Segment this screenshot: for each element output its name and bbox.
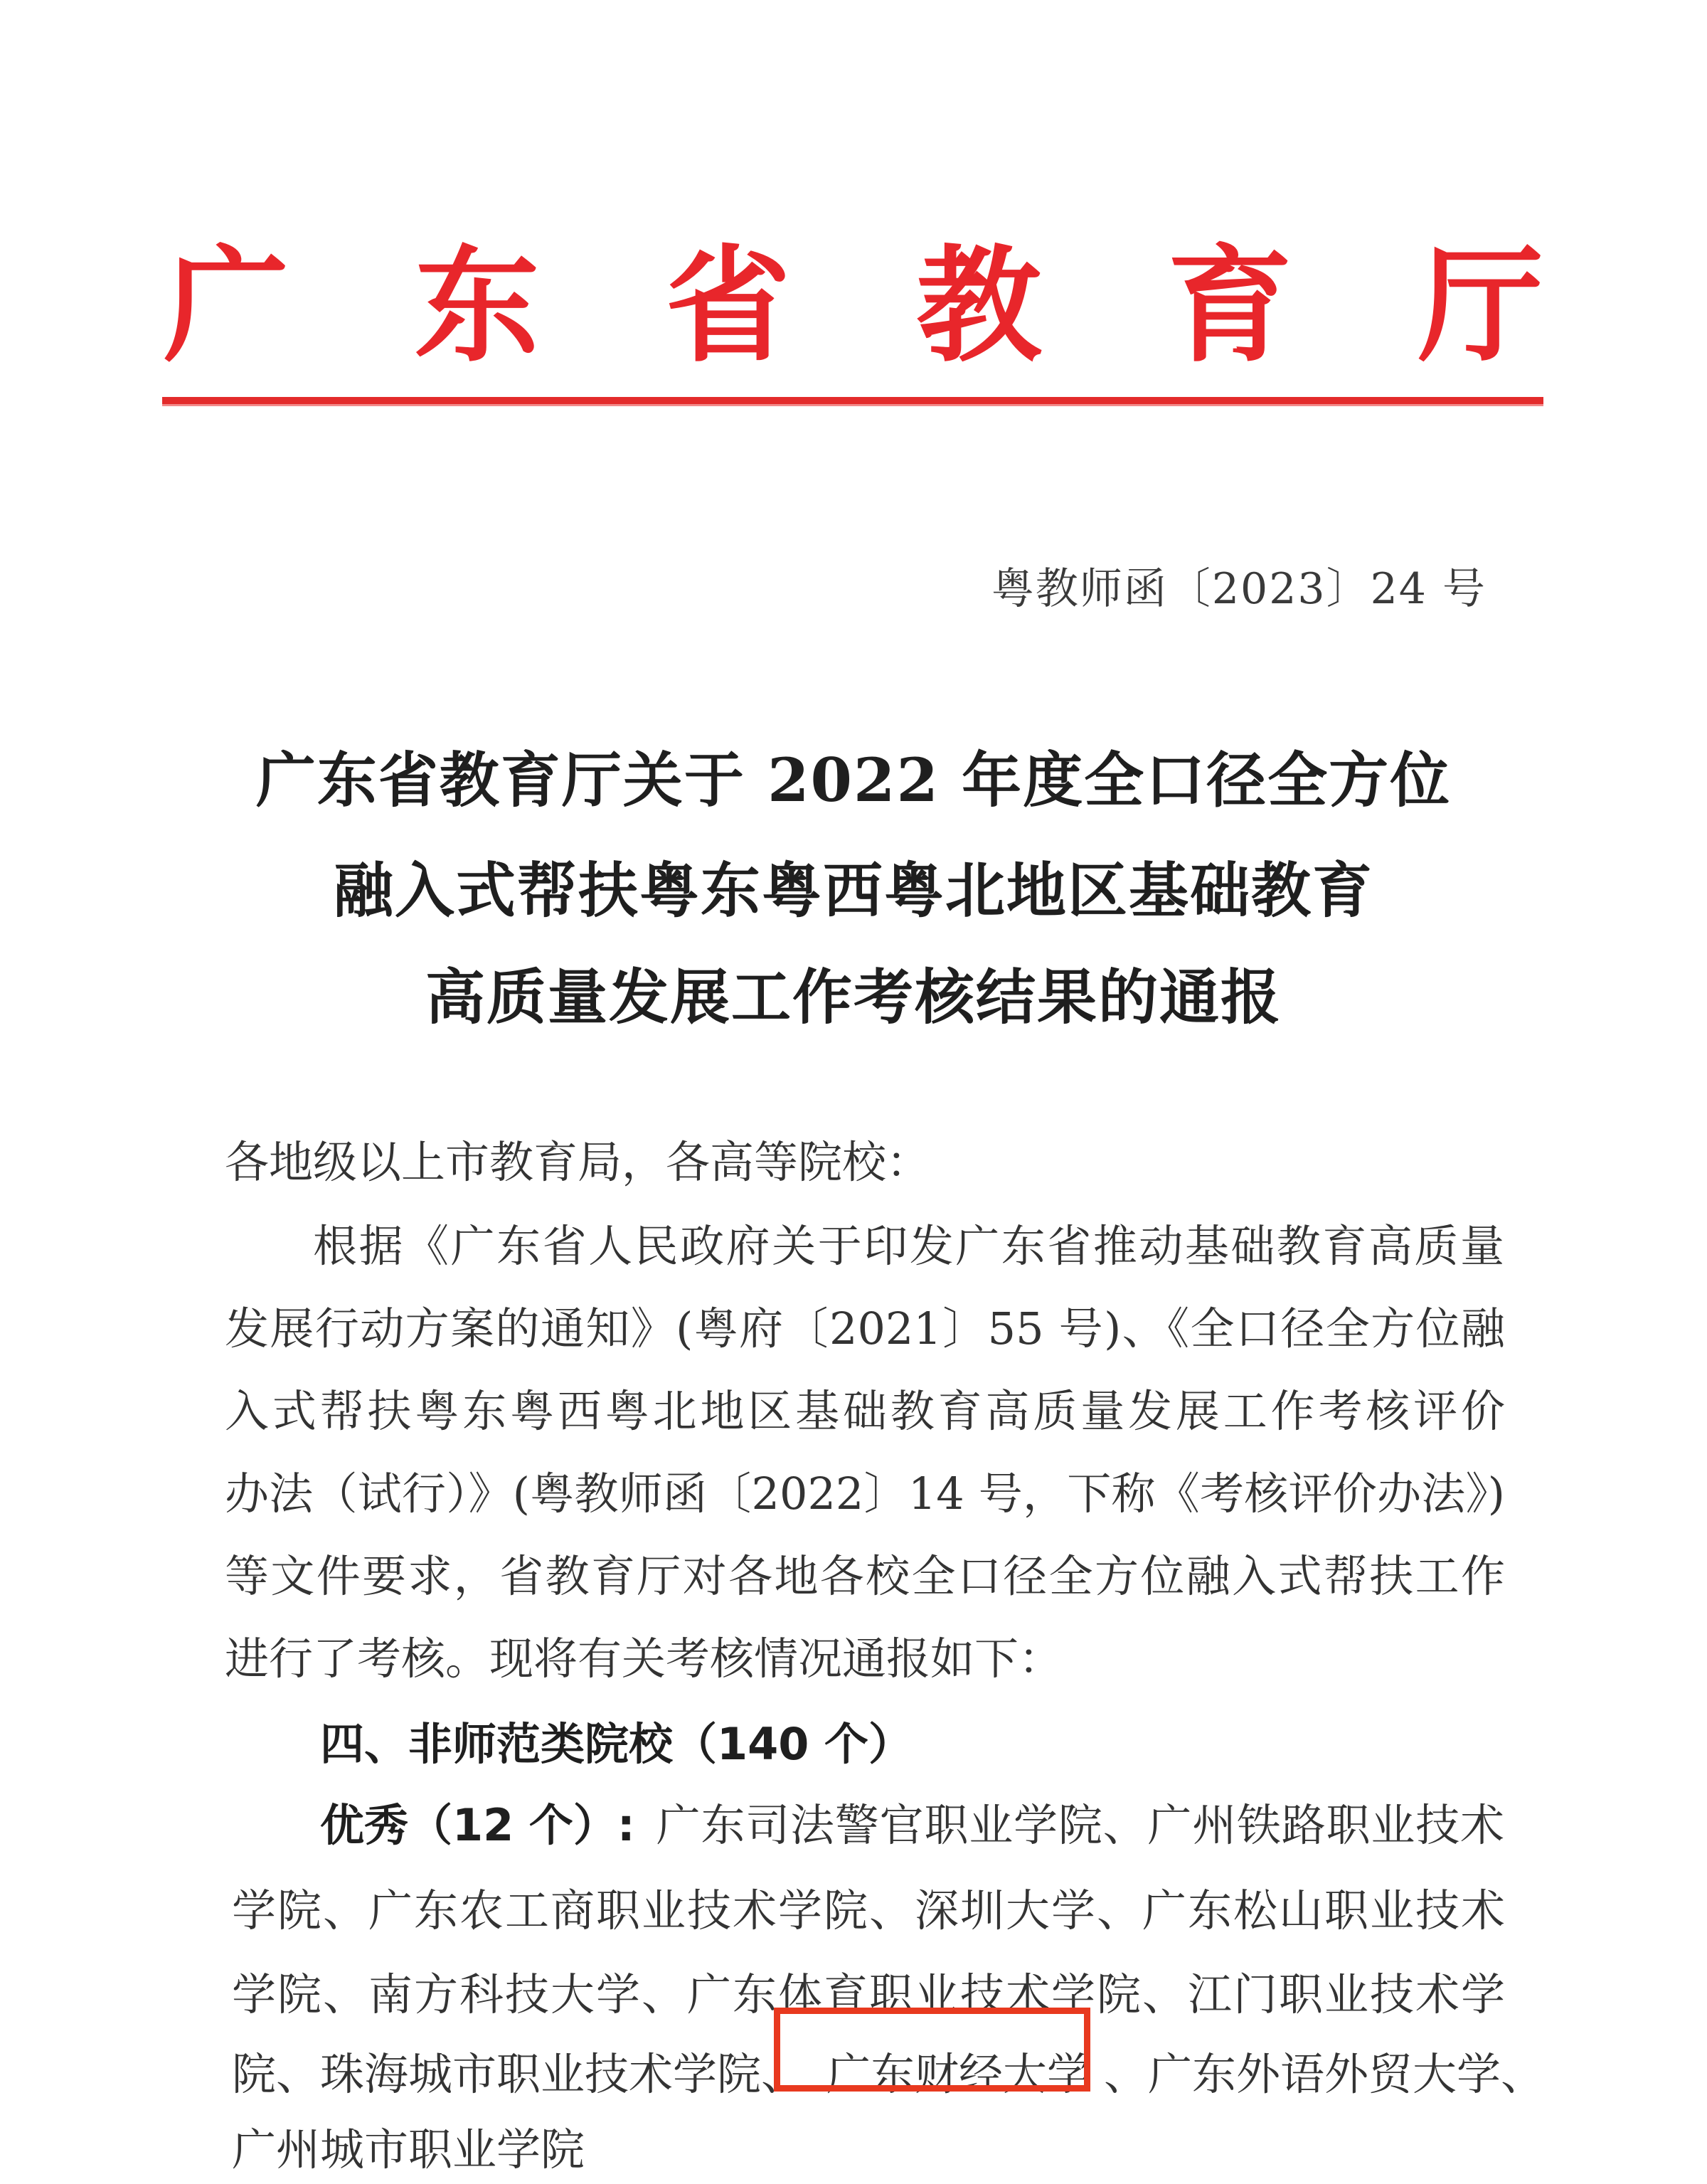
- title-line-3: 高质量发展工作考核结果的通报: [425, 962, 1282, 1032]
- body-line: 等文件要求，省教育厅对各地各校全口径全方位融入式帮扶工作: [225, 1550, 1505, 1602]
- body-line: 入式帮扶粤东粤西粤北地区基础教育高质量发展工作考核评价: [225, 1385, 1505, 1437]
- salutation: 各地级以上市教育局，各高等院校：: [225, 1136, 931, 1188]
- excellent-line: [320, 1801, 1504, 1850]
- highlighted-school: 广东财经大学: [826, 2048, 1092, 2100]
- letterhead-char: 厅: [1418, 232, 1543, 379]
- body-line: 进行了考核。现将有关考核情况通报如下：: [225, 1633, 1063, 1685]
- school-list-line: 广州城市职业学院: [232, 2124, 585, 2175]
- school-list-line: 广东司法警官职业学院、广州铁路职业技术: [656, 1799, 1504, 1851]
- excellent-label: 优秀（12 个）:: [320, 1799, 635, 1851]
- title-line-2: 融入式帮扶粤东粤西粤北地区基础教育: [333, 855, 1373, 926]
- letterhead-char: 东: [414, 232, 540, 379]
- letterhead: [164, 232, 1543, 379]
- red-divider: [162, 397, 1543, 406]
- letterhead-char: 育: [1167, 232, 1293, 379]
- body-line: 办法（试行）》(粤教师函〔2022〕14 号，下称《考核评价办法》): [225, 1468, 1505, 1520]
- letterhead-char: 教: [916, 232, 1042, 379]
- body-line: 发展行动方案的通知》(粤府〔2021〕55 号)、《全口径全方位融: [225, 1303, 1505, 1355]
- highlight-box: [774, 2008, 1090, 2092]
- letterhead-char: 广: [164, 232, 289, 379]
- school-list-line: 学院、广东农工商职业技术学院、深圳大学、广东松山职业技术: [232, 1885, 1505, 1936]
- school-list-text: 、广东外语外贸大学、: [1104, 2048, 1546, 2100]
- school-list-text: 院、珠海城市职业技术学院、: [232, 2048, 806, 2100]
- body-line: 根据《广东省人民政府关于印发广东省推动基础教育高质量: [313, 1220, 1504, 1272]
- school-list-line: 学院、南方科技大学、广东体育职业技术学院、江门职业技术学: [232, 1968, 1505, 2020]
- title-line-1: 广东省教育厅关于 2022 年度全口径全方位: [255, 745, 1452, 815]
- letterhead-char: 省: [665, 232, 791, 379]
- document-number: 粤教师函〔2023〕24 号: [991, 564, 1487, 614]
- section-heading: 四、非师范类院校（140 个）: [320, 1718, 913, 1770]
